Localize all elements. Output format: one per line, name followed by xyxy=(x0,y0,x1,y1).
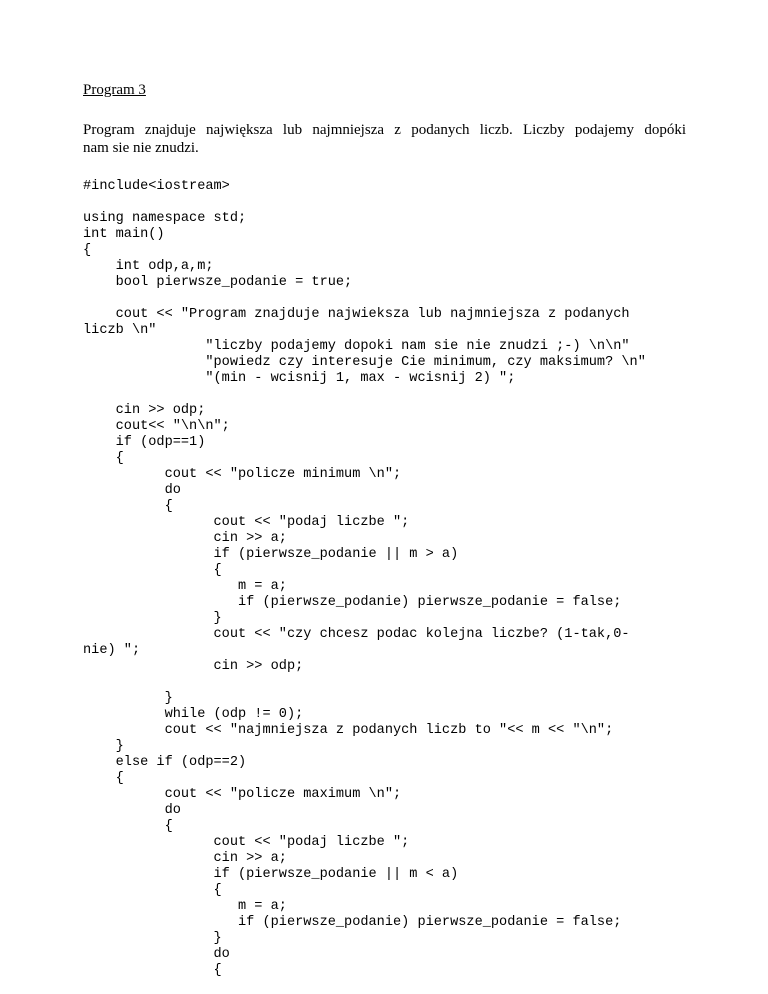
code-line: cin >> odp; xyxy=(83,403,206,418)
code-line: { xyxy=(83,963,222,978)
program-description xyxy=(83,121,686,157)
code-line: m = a; xyxy=(83,579,287,594)
code-line: cin >> odp; xyxy=(83,659,304,674)
code-line: do xyxy=(83,483,181,498)
code-line: cout << "podaj liczbe "; xyxy=(83,835,410,850)
code-line: while (odp != 0); xyxy=(83,707,304,722)
code-line: { xyxy=(83,243,92,258)
code-line: m = a; xyxy=(83,899,287,914)
code-line: "liczby podajemy dopoki nam sie nie znudzi ;-) \n\n" xyxy=(83,339,630,354)
code-line: int odp,a,m; xyxy=(83,259,214,274)
code-line xyxy=(83,387,646,403)
code-line xyxy=(83,675,646,691)
code-line: liczb \n" xyxy=(83,323,157,338)
code-line: if (pierwsze_podanie) pierwsze_podanie = false; xyxy=(83,915,622,930)
code-line: { xyxy=(83,451,124,466)
code-line: { xyxy=(83,819,173,834)
code-line: if (odp==1) xyxy=(83,435,206,450)
code-line: cout << "policze minimum \n"; xyxy=(83,467,402,482)
code-line: { xyxy=(83,499,173,514)
code-line: #include<iostream> xyxy=(83,179,230,194)
code-line: do xyxy=(83,947,230,962)
code-line: cout << "czy chcesz podac kolejna liczbe? (1-tak,0- xyxy=(83,627,630,642)
code-line: cout<< "\n\n"; xyxy=(83,419,230,434)
code-line: } xyxy=(83,611,222,626)
code-line: { xyxy=(83,771,124,786)
code-line: } xyxy=(83,931,222,946)
code-line: using namespace std; xyxy=(83,211,247,226)
code-line: } xyxy=(83,739,124,754)
code-line: } xyxy=(83,691,173,706)
code-line xyxy=(83,291,646,307)
code-line: if (pierwsze_podanie || m < a) xyxy=(83,867,459,882)
code-line: { xyxy=(83,563,222,578)
description-line: nam sie nie znudzi. xyxy=(83,140,199,156)
code-line: "(min - wcisnij 1, max - wcisnij 2) "; xyxy=(83,371,516,386)
code-line: nie) "; xyxy=(83,643,141,658)
code-line: int main() xyxy=(83,227,165,242)
code-line: cout << "policze maximum \n"; xyxy=(83,787,402,802)
code-line xyxy=(83,195,646,211)
code-line: if (pierwsze_podanie || m > a) xyxy=(83,547,459,562)
code-line: cout << "podaj liczbe "; xyxy=(83,515,410,530)
code-line: else if (odp==2) xyxy=(83,755,247,770)
code-line: cout << "najmniejsza z podanych liczb to "<< m << "\n"; xyxy=(83,723,614,738)
code-listing xyxy=(83,179,646,979)
code-line: { xyxy=(83,883,222,898)
code-line: cout << "Program znajduje najwieksza lub najmniejsza z podanych xyxy=(83,307,630,322)
code-line: cin >> a; xyxy=(83,531,287,546)
code-line: if (pierwsze_podanie) pierwsze_podanie = false; xyxy=(83,595,622,610)
document-title: Program 3 xyxy=(83,82,146,98)
code-line: do xyxy=(83,803,181,818)
code-line: cin >> a; xyxy=(83,851,287,866)
code-line: "powiedz czy interesuje Cie minimum, czy maksimum? \n" xyxy=(83,355,646,370)
description-line: Program znajduje największa lub najmniejsza z podanych liczb. Liczby podajemy dopóki xyxy=(83,122,686,138)
code-line: bool pierwsze_podanie = true; xyxy=(83,275,353,290)
